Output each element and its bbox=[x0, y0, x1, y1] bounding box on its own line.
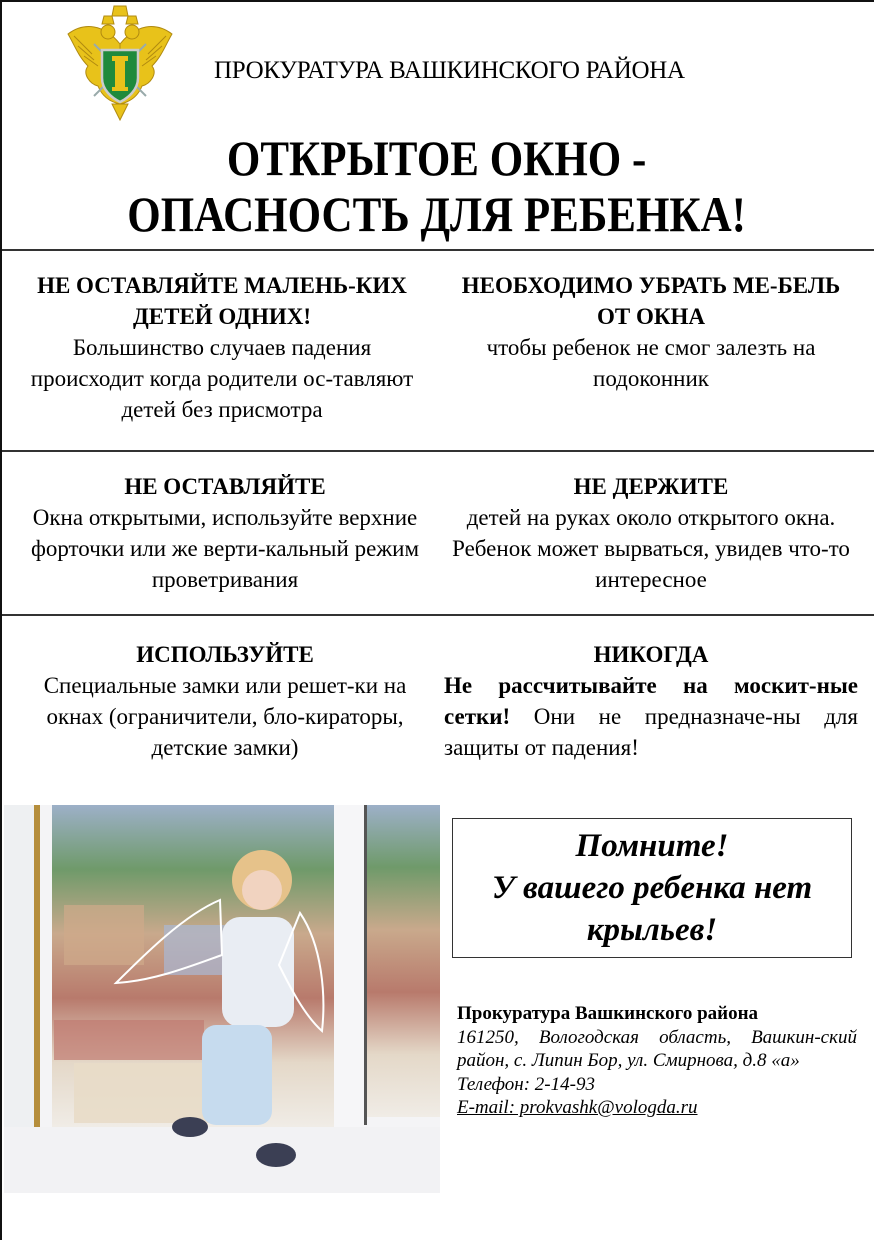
tip-dont-leave-children bbox=[16, 270, 428, 425]
tip-heading: НИКОГДА bbox=[593, 642, 709, 667]
tip-text: Большинство случаев падения происходит когда родители ос-тавляют детей без присмотра bbox=[30, 335, 414, 422]
tip-move-furniture bbox=[446, 270, 856, 394]
tip-dont-hold bbox=[446, 471, 856, 595]
tip-text-bold: Не рассчитывайте на москит-ные сетки! bbox=[444, 673, 858, 729]
tip-text: чтобы ребенок не смог залезть на подоконник bbox=[486, 335, 816, 391]
tip-heading: НЕ ОСТАВЛЯЙТЕ bbox=[124, 474, 326, 499]
reminder-box bbox=[452, 818, 852, 958]
tip-heading: НЕ ДЕРЖИТЕ bbox=[573, 474, 729, 499]
contact-org-name: Прокуратура Вашкинского района bbox=[457, 1003, 759, 1024]
contact-phone: Телефон: 2-14-93 bbox=[457, 1073, 595, 1095]
reminder-line-2: У вашего ребенка нет bbox=[491, 870, 813, 906]
tip-dont-leave-open bbox=[16, 471, 434, 595]
tip-heading: НЕ ОСТАВЛЯЙТЕ МАЛЕНЬ-КИХ ДЕТЕЙ ОДНИХ! bbox=[37, 273, 407, 329]
section-divider bbox=[2, 450, 874, 452]
section-divider bbox=[2, 249, 874, 251]
child-window-photo bbox=[4, 805, 440, 1193]
prosecutor-emblem-icon bbox=[64, 4, 176, 122]
tip-use-locks bbox=[16, 639, 434, 763]
tip-text-rest: Они не предназначе-ны для защиты от падения! bbox=[444, 704, 858, 760]
tip-text: Специальные замки или решет-ки на окнах (ограничители, бло-кираторы, детские замки) bbox=[43, 673, 407, 760]
tip-text bbox=[444, 670, 858, 763]
organization-name: ПРОКУРАТУРА ВАШКИНСКОГО РАЙОНА bbox=[214, 57, 685, 84]
tip-heading: НЕОБХОДИМО УБРАТЬ МЕ-БЕЛЬ ОТ ОКНА bbox=[461, 273, 841, 329]
title-line-2: ОПАСНОСТЬ ДЛЯ РЕБЕНКА! bbox=[127, 186, 746, 242]
reminder-line-1: Помните! bbox=[575, 828, 729, 864]
title-line-1: ОТКРЫТОЕ ОКНО - bbox=[226, 130, 647, 186]
page-title bbox=[61, 130, 813, 242]
tip-text: детей на руках около открытого окна. Ребенок может вырваться, увидев что-то интересное bbox=[452, 505, 850, 592]
contact-info bbox=[457, 1002, 857, 1120]
tip-never-rely-nets bbox=[444, 639, 858, 763]
contact-address: 161250, Вологодская область, Вашкин-ский район, с. Липин Бор, ул. Смирнова, д.8 «а» bbox=[457, 1026, 857, 1071]
tip-heading: ИСПОЛЬЗУЙТЕ bbox=[136, 642, 314, 667]
section-divider bbox=[2, 614, 874, 616]
contact-email-link[interactable]: E-mail: prokvashk@vologda.ru bbox=[457, 1097, 698, 1118]
tip-text: Окна открытыми, используйте верхние форточки или же верти-кальный режим проветривания bbox=[30, 505, 420, 592]
reminder-line-3: крыльев! bbox=[586, 912, 718, 948]
